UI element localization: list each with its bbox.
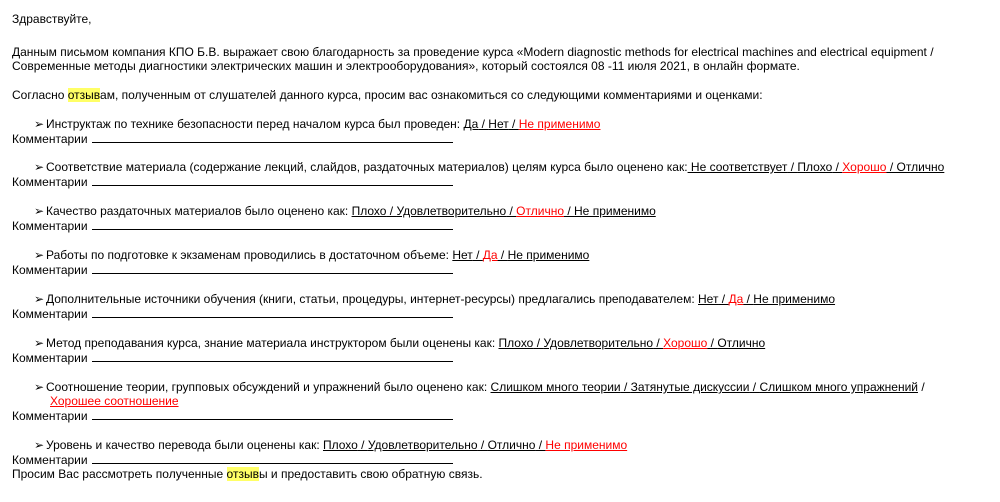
feedback-intro-prefix: Согласно <box>12 88 68 102</box>
arrow-bullet-icon: ➢ <box>34 380 45 394</box>
question-text: Качество раздаточных материалов было оценено как: <box>46 204 352 218</box>
intro-line-1: Данным письмом компания КПО Б.В. выражает свою благодарность за проведение курса «Modern diagnostic methods for electrical machines and electrical equipment / <box>12 45 934 59</box>
comment-blank-line[interactable] <box>92 306 453 318</box>
comment-row <box>12 350 453 365</box>
rating-option: Не применимо <box>507 248 590 262</box>
rating-question: ➢ Метод преподавания курса, знание материала инструктором были оценены как: Плохо / Удовлетворительно / Хорошо / Отлично <box>34 336 766 350</box>
selected-option: Да <box>482 248 498 262</box>
arrow-bullet-icon: ➢ <box>34 438 45 452</box>
rating-option: Удовлетворительно <box>367 438 478 452</box>
rating-option: Удовлетворительно <box>543 336 654 350</box>
rating-option: Отлично <box>487 438 536 452</box>
rating-option: Не применимо <box>574 204 656 218</box>
rating-option: Плохо <box>322 438 358 452</box>
feedback-intro <box>12 88 763 102</box>
comment-label: Комментарии <box>12 307 88 321</box>
question-text: Дополнительные источники обучения (книги, статьи, процедуры, интернет-ресурсы) предлагались преподавателем: <box>46 292 699 306</box>
rating-question: ➢ Инструктаж по технике безопасности перед началом курса был проведен: Да / Нет / Не применимо <box>34 117 601 131</box>
comment-blank-line[interactable] <box>92 131 453 143</box>
rating-option: Затянутые дискуссии <box>630 380 750 394</box>
selected-option: Отлично <box>516 204 564 218</box>
comment-row <box>12 408 453 423</box>
comment-row <box>12 131 453 146</box>
closing-suffix: ы и предоставить свою обратную связь. <box>258 467 483 481</box>
question-text: Работы по подготовке к экзаменам проводились в достаточном объеме: <box>46 248 453 262</box>
rating-option: Да <box>463 117 479 131</box>
comment-row <box>12 452 453 467</box>
comment-label: Комментарии <box>12 351 88 365</box>
comment-blank-line[interactable] <box>92 262 453 274</box>
rating-option: Отлично <box>896 160 945 174</box>
selected-option: Хорошо <box>663 336 708 350</box>
rating-option: Плохо <box>797 160 833 174</box>
question-text: Метод преподавания курса, знание материала инструктором были оценены как: <box>46 336 499 350</box>
rating-question-continued <box>50 394 179 408</box>
arrow-bullet-icon: ➢ <box>34 292 45 306</box>
rating-option: Не применимо <box>753 292 836 306</box>
rating-question: ➢ Работы по подготовке к экзаменам проводились в достаточном объеме: Нет / Да / Не применимо <box>34 248 590 262</box>
rating-option: Нет <box>452 248 473 262</box>
comment-label: Комментарии <box>12 132 88 146</box>
comment-label: Комментарии <box>12 409 88 423</box>
selected-option: Да <box>728 292 744 306</box>
question-text: Инструктаж по технике безопасности перед началом курса был проведен: <box>46 117 464 131</box>
highlighted-word: отзыв <box>226 467 259 481</box>
comment-label: Комментарии <box>12 219 88 233</box>
rating-question: ➢ Соотношение теории, групповых обсуждений и упражнений было оценено как: Слишком много теории / Затянутые дискуссии / Слишком много упражнений / <box>34 380 925 394</box>
comment-row <box>12 306 453 321</box>
comment-row <box>12 174 453 189</box>
rating-question: ➢ Качество раздаточных материалов было оценено как: Плохо / Удовлетворительно / Отлично / Не применимо <box>34 204 656 218</box>
greeting: Здравствуйте, <box>12 12 92 26</box>
question-text: Соответствие материала (содержание лекций, слайдов, раздаточных материалов) целям курса было оценено как: <box>46 160 688 174</box>
comment-label: Комментарии <box>12 175 88 189</box>
rating-question: ➢ Уровень и качество перевода были оценены как: Плохо / Удовлетворительно / Отлично / Не применимо <box>34 438 628 452</box>
question-text: Уровень и качество перевода были оценены как: <box>46 438 323 452</box>
rating-option: Нет <box>488 117 509 131</box>
selected-option: Не применимо <box>518 117 601 131</box>
rating-option: Слишком много теории <box>490 380 621 394</box>
comment-label: Комментарии <box>12 263 88 277</box>
arrow-bullet-icon: ➢ <box>34 248 45 262</box>
rating-option: Плохо <box>351 204 387 218</box>
rating-option: Не соответствует <box>687 160 788 174</box>
closing-prefix: Просим Вас рассмотреть полученные <box>12 467 227 481</box>
comment-blank-line[interactable] <box>92 218 453 230</box>
selected-option: Хорошее соотношение <box>50 394 179 408</box>
rating-option: Удовлетворительно <box>396 204 507 218</box>
rating-option: Плохо <box>498 336 534 350</box>
comment-label: Комментарии <box>12 453 88 467</box>
intro-line-2: Современные методы диагностики электрических машин и электрооборудования», который состоялся 08 -11 июля 2021, в онлайн формате. <box>12 59 800 73</box>
comment-blank-line[interactable] <box>92 408 453 420</box>
selected-option: Хорошо <box>842 160 887 174</box>
rating-option: Слишком много упражнений <box>759 380 918 394</box>
arrow-bullet-icon: ➢ <box>34 117 45 131</box>
arrow-bullet-icon: ➢ <box>34 204 45 218</box>
closing-line <box>12 467 483 481</box>
rating-question: ➢ Соответствие материала (содержание лекций, слайдов, раздаточных материалов) целям курса было оценено как: Не соответствует / Плохо / Хорошо / Отлично <box>34 160 945 174</box>
feedback-intro-suffix: ам, полученным от слушателей данного курса, просим вас ознакомиться со следующими комментариями и оценками: <box>100 88 763 102</box>
highlighted-word: отзыв <box>67 88 101 102</box>
comment-row <box>12 218 453 233</box>
comment-row <box>12 262 453 277</box>
comment-blank-line[interactable] <box>92 174 453 186</box>
comment-blank-line[interactable] <box>92 452 453 464</box>
question-text: Соотношение теории, групповых обсуждений и упражнений было оценено как: <box>46 380 491 394</box>
comment-blank-line[interactable] <box>92 350 453 362</box>
rating-question: ➢ Дополнительные источники обучения (книги, статьи, процедуры, интернет-ресурсы) предлагались преподавателем: Нет / Да / Не применимо <box>34 292 836 306</box>
rating-option: Нет <box>698 292 719 306</box>
rating-option: Отлично <box>717 336 766 350</box>
selected-option: Не применимо <box>545 438 628 452</box>
arrow-bullet-icon: ➢ <box>34 160 45 174</box>
arrow-bullet-icon: ➢ <box>34 336 45 350</box>
